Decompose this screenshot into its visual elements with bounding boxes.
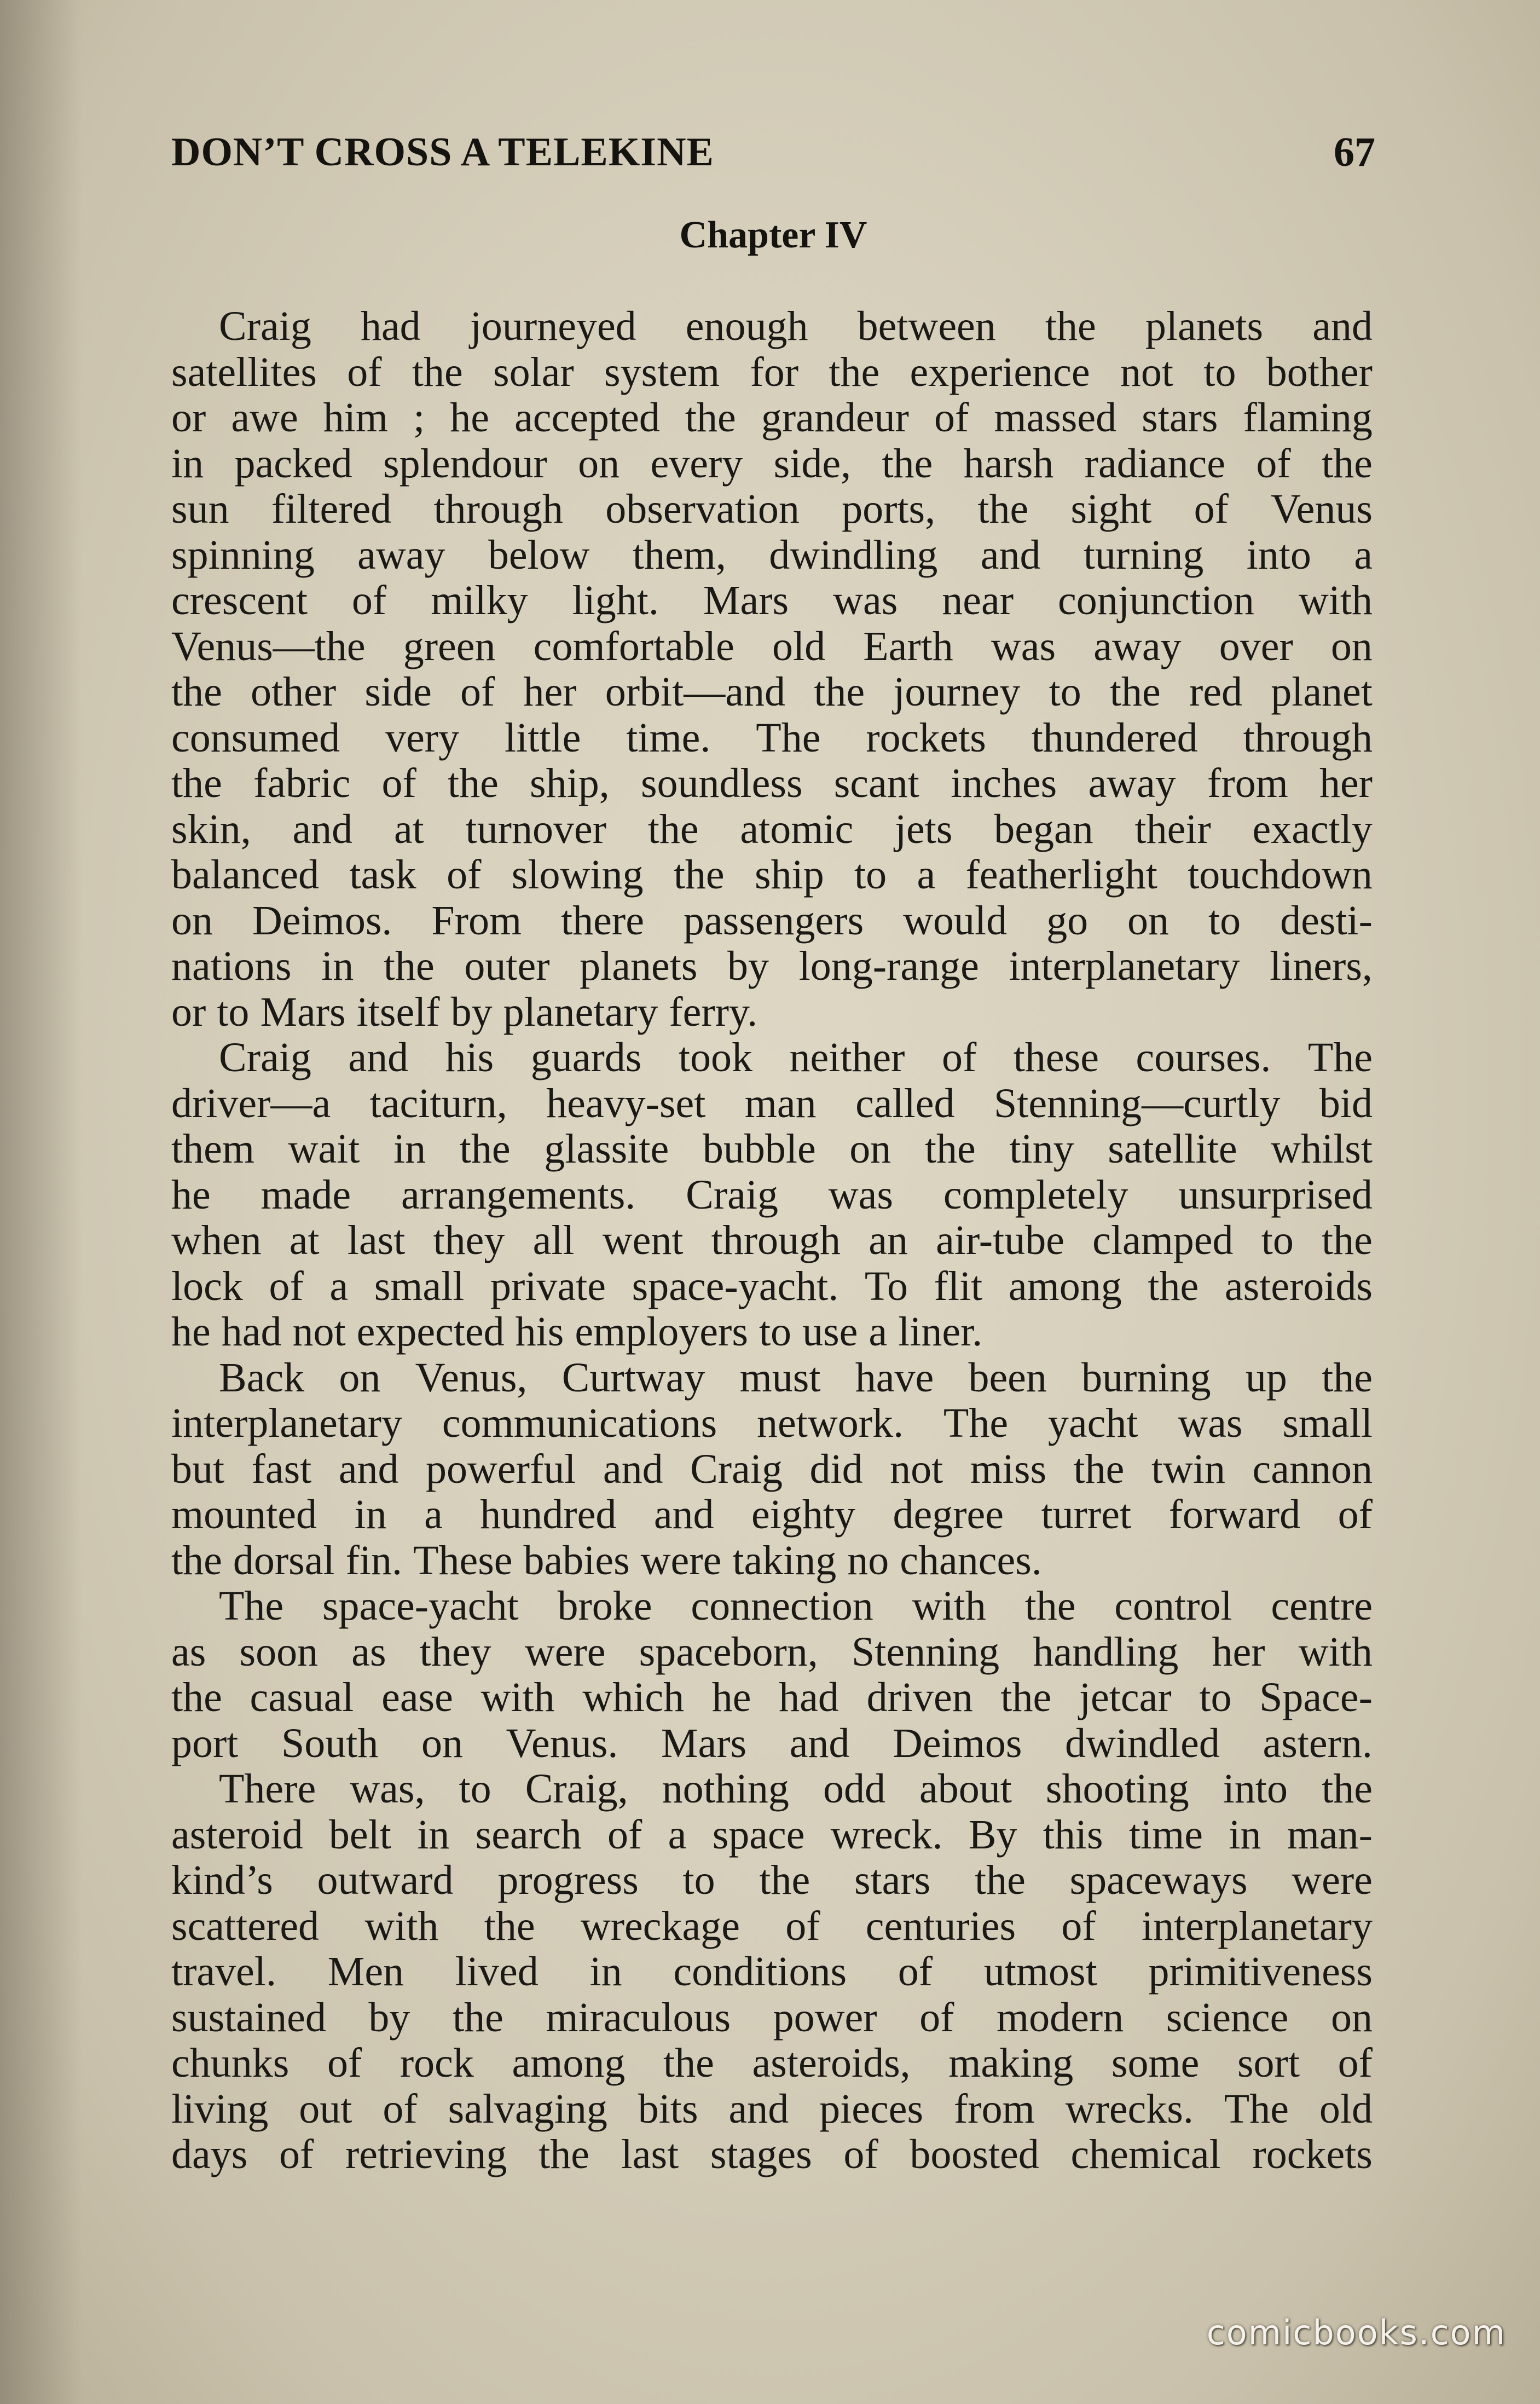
text-line: Craig and his guards took neither of these courses. The <box>219 1035 1373 1080</box>
text-line: driver—a taciturn, heavy-set man called Stenning—curtly bid <box>171 1080 1373 1126</box>
text-line: sustained by the miraculous power of modern science on <box>171 1994 1373 2041</box>
running-head-title: DON’T CROSS A TELEKINE <box>171 130 714 175</box>
text-line: chunks of rock among the asteroids, making some sort of <box>171 2040 1373 2086</box>
page-number: 67 <box>1334 129 1375 175</box>
text-line: he had not expected his employers to use a liner. <box>171 1309 983 1355</box>
text-line: spinning away below them, dwindling and turning into a <box>171 531 1373 578</box>
text-line: or awe him ; he accepted the grandeur of massed stars flaming <box>171 395 1373 441</box>
text-line: interplanetary communications network. The yacht was small <box>171 1400 1373 1446</box>
body-text <box>171 304 1373 2178</box>
text-line: as soon as they were spaceborn, Stenning handling her with <box>171 1628 1373 1675</box>
text-line: crescent of milky light. Mars was near conjunction with <box>171 577 1373 623</box>
text-line: The space-yacht broke connection with the control centre <box>219 1583 1373 1629</box>
text-line: them wait in the glassite bubble on the tiny satellite whilst <box>171 1126 1373 1172</box>
text-line: skin, and at turnover the atomic jets began their exactly <box>171 806 1373 852</box>
text-line: he made arrangements. Craig was completely unsurprised <box>171 1171 1373 1218</box>
text-line: on Deimos. From there passengers would go on to desti- <box>171 897 1373 944</box>
text-line: mounted in a hundred and eighty degree turret forward of <box>171 1492 1373 1538</box>
text-line: the dorsal fin. These babies were taking no chances. <box>171 1537 1042 1584</box>
text-line: kind’s outward progress to the stars the spaceways were <box>171 1857 1373 1903</box>
chapter-heading: Chapter IV <box>679 214 867 256</box>
text-line: days of retrieving the last stages of boosted chemical rockets <box>171 2131 1373 2177</box>
text-line: in packed splendour on every side, the harsh radiance of the <box>171 440 1373 487</box>
text-line: Back on Venus, Curtway must have been burning up the <box>219 1354 1373 1401</box>
text-line: the other side of her orbit—and the journey to the red planet <box>171 669 1373 715</box>
text-line: scattered with the wreckage of centuries of interplanetary <box>171 1903 1373 1949</box>
text-line: consumed very little time. The rockets thundered through <box>171 714 1373 761</box>
text-line: but fast and powerful and Craig did not miss the twin cannon <box>171 1446 1373 1492</box>
text-line: sun filtered through observation ports, the sight of Venus <box>171 486 1373 532</box>
running-head <box>171 125 1375 180</box>
text-line: asteroid belt in search of a space wreck. By this time in man- <box>171 1811 1373 1858</box>
text-line: travel. Men lived in conditions of utmost primitiveness <box>171 1949 1373 1995</box>
text-line: satellites of the solar system for the experience not to bother <box>171 349 1373 395</box>
text-line: or to Mars itself by planetary ferry. <box>171 989 758 1035</box>
text-line: the fabric of the ship, soundless scant inches away from her <box>171 760 1373 806</box>
text-line: living out of salvaging bits and pieces from wrecks. The old <box>171 2085 1373 2132</box>
text-line: There was, to Craig, nothing odd about shooting into the <box>219 1766 1373 1812</box>
text-line: Venus—the green comfortable old Earth was away over on <box>171 623 1373 669</box>
text-line: nations in the outer planets by long-range interplanetary liners, <box>171 943 1373 989</box>
text-line: the casual ease with which he had driven the jetcar to Space- <box>171 1674 1373 1720</box>
text-line: port South on Venus. Mars and Deimos dwindled astern. <box>171 1720 1373 1766</box>
text-line: Craig had journeyed enough between the planets and <box>219 303 1373 349</box>
text-line: balanced task of slowing the ship to a featherlight touchdown <box>171 852 1373 898</box>
page-gutter-shadow <box>0 0 82 2404</box>
watermark: comicbooks.com <box>1206 2313 1506 2353</box>
text-line: when at last they all went through an air-tube clamped to the <box>171 1217 1373 1263</box>
text-line: lock of a small private space-yacht. To flit among the asteroids <box>171 1263 1373 1309</box>
